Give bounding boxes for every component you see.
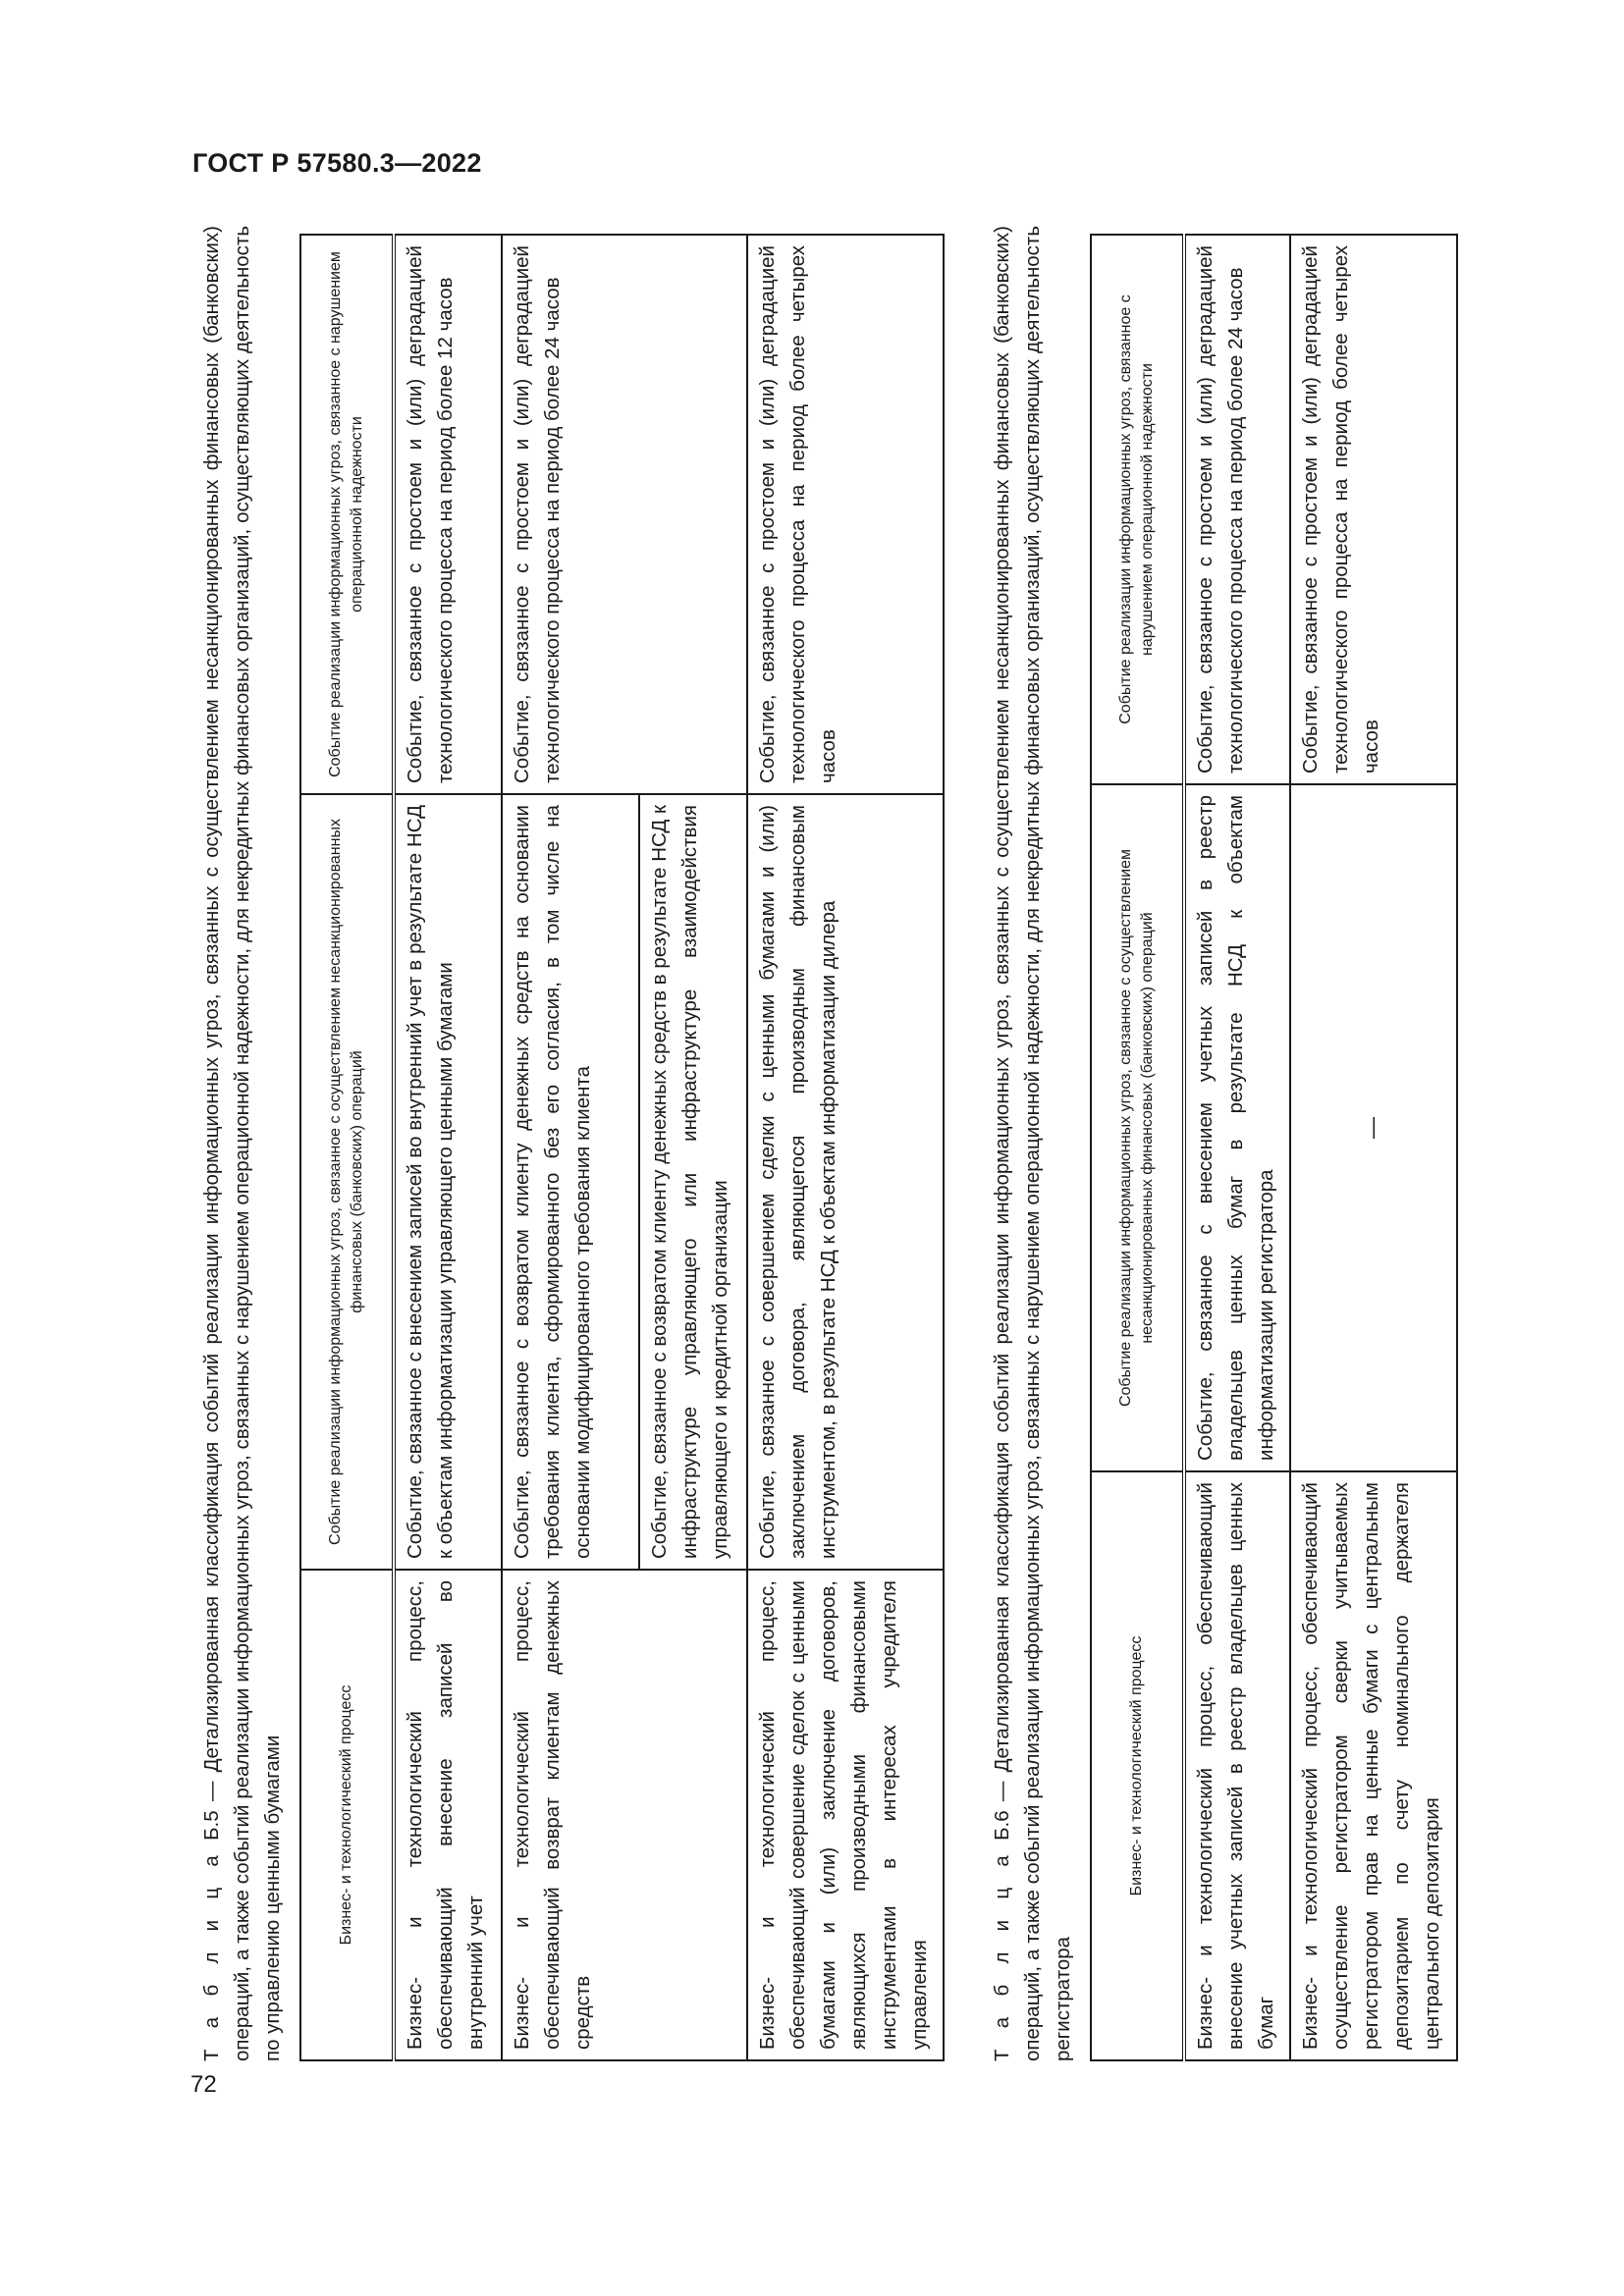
table-b5 <box>299 234 945 2061</box>
column-header-process: Бизнес- и технологический процесс <box>1091 1471 1184 2060</box>
unauthorized-event-cell: Событие, связанное с совершением сделки с ценными бумагами и (или) заключением договора, являющегося производным финансовым инструментом, в результате НСД к объектам информатизации дилера <box>747 794 944 1570</box>
table-b5-caption <box>196 226 288 2061</box>
page-number: 72 <box>190 2071 217 2098</box>
table-caption-label: Т а б л и ц а <box>200 1849 223 2061</box>
table-caption-text: Б.5 — Детализированная классификация событий реализации информационных угроз, связанных с осуществлением несанкционированных финансовых (банковских) операций, а также событий реализации информационных угроз, связанных с нарушением операционной надежности, для некредитных финансовых организаций, осуществляющих деятельность по управлению ценными бумагами <box>200 226 284 2061</box>
table-row <box>502 235 639 2060</box>
reliability-event-cell: Событие, связанное с простоем и (или) деградацией технологического процесса на период более 12 часов <box>394 235 502 794</box>
reliability-event-cell: Событие, связанное с простоем и (или) деградацией технологического процесса на период более четырех часов <box>1290 235 1457 784</box>
unauthorized-event-cell: Событие, связанное с внесением учетных записей в реестр владельцев ценных бумаг в результате НСД к объектам информатизации регистратора <box>1184 784 1290 1471</box>
process-cell: Бизнес- и технологический процесс, обеспечивающий осуществление регистратором сверки учитываемых регистратором прав на ценные бумаги с центральным депозитарием по счету номинального держателя центрального депозитария <box>1290 1471 1457 2060</box>
process-cell: Бизнес- и технологический процесс, обеспечивающий совершение сделок с ценными бумагами и (или) заключение договоров, являющихся производными финансовыми инструментами в интересах учредителя управления <box>747 1570 944 2060</box>
reliability-event-cell: Событие, связанное с простоем и (или) деградацией технологического процесса на период более 24 часов <box>502 235 747 794</box>
table-caption-label: Т а б л и ц а <box>991 1849 1013 2061</box>
table-header-row <box>300 235 394 2060</box>
column-header-reliability: Событие реализации информационных угроз, связанное с нарушением операционной надежности <box>300 235 394 794</box>
table-b6-caption <box>987 226 1078 2061</box>
column-header-unauthorized: Событие реализации информационных угроз, связанное с осуществлением несанкционированных финансовых (банковских) операций <box>300 794 394 1570</box>
column-header-unauthorized: Событие реализации информационных угроз, связанное с осуществлением несанкционированных финансовых (банковских) операций <box>1091 784 1184 1471</box>
table-row <box>747 235 944 2060</box>
process-cell: Бизнес- и технологический процесс, обеспечивающий возврат клиентам денежных средств <box>502 1570 747 2060</box>
unauthorized-event-cell: Событие, связанное с возвратом клиенту денежных средств на основании требования клиента, сформированного без его согласия, в том числе на основании модифицированного требования клиента <box>502 794 639 1570</box>
table-b6-block <box>987 226 1468 2061</box>
table-row <box>394 235 502 2060</box>
table-b6 <box>1090 234 1458 2061</box>
table-b5-block <box>196 226 943 2061</box>
column-header-reliability: Событие реализации информационных угроз, связанное с нарушением операционной надежности <box>1091 235 1184 784</box>
unauthorized-event-cell: Событие, связанное с внесением записей во внутренний учет в результате НСД к объектам информатизации управляющего ценными бумагами <box>394 794 502 1570</box>
unauthorized-event-cell: — <box>1290 784 1457 1471</box>
process-cell: Бизнес- и технологический процесс, обеспечивающий внесение учетных записей в реестр владельцев ценных бумаг <box>1184 1471 1290 2060</box>
reliability-event-cell: Событие, связанное с простоем и (или) деградацией технологического процесса на период более 24 часов <box>1184 235 1290 784</box>
table-header-row <box>1091 235 1184 2060</box>
document-header: ГОСТ Р 57580.3—2022 <box>192 148 482 178</box>
column-header-process: Бизнес- и технологический процесс <box>300 1570 394 2060</box>
unauthorized-event-cell: Событие, связанное с возвратом клиенту денежных средств в результате НСД к инфраструктуре управляющего или инфраструктуре взаимодействия управляющего и кредитной организации <box>639 794 747 1570</box>
reliability-event-cell: Событие, связанное с простоем и (или) деградацией технологического процесса на период более четырех часов <box>747 235 944 794</box>
table-row <box>1184 235 1290 2060</box>
table-caption-text: Б.6 — Детализированная классификация событий реализации информационных угроз, связанных с осуществлением несанкционированных финансовых (банковских) операций, а также событий реализации информационных угроз, связанных с нарушением операционной надежности, для некредитных финансовых организаций, осуществляющих деятельность регистратора <box>991 226 1074 2061</box>
process-cell: Бизнес- и технологический процесс, обеспечивающий внесение записей во внутренний учет <box>394 1570 502 2060</box>
table-row <box>1290 235 1457 2060</box>
